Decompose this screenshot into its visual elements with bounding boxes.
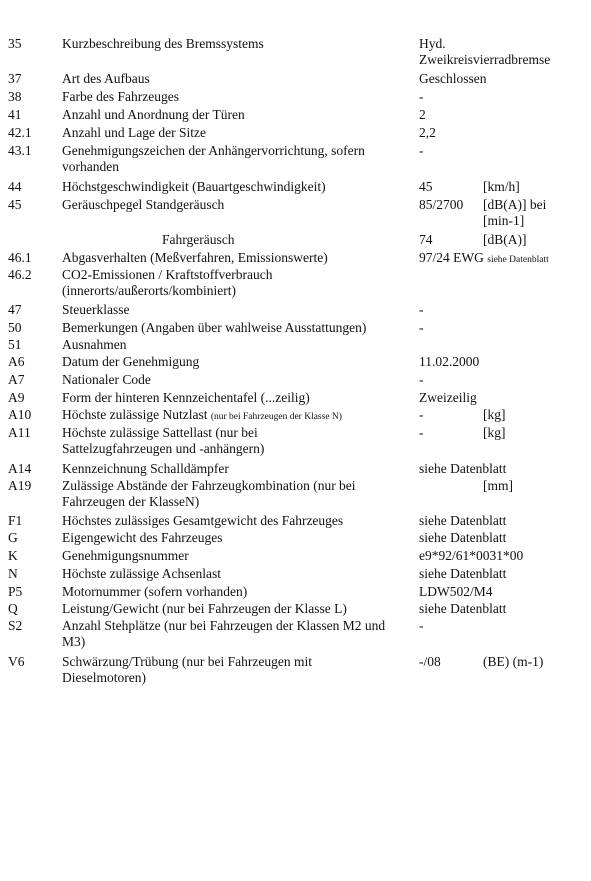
row-value: 85/2700: [419, 197, 464, 212]
row-value: 45: [419, 179, 433, 194]
row-description: Fahrgeräusch: [162, 232, 235, 247]
row-code: S2: [8, 618, 23, 633]
row-value: siehe Datenblatt: [419, 513, 507, 528]
row-unit: [km/h]: [483, 179, 520, 194]
row-code: 51: [8, 337, 22, 352]
row-value: siehe Datenblatt: [419, 566, 507, 581]
row-code: K: [8, 548, 18, 563]
row-description: [62, 407, 412, 425]
row-code: 41: [8, 107, 22, 122]
row-value: -/08: [419, 654, 441, 669]
row-code: A19: [8, 478, 32, 493]
row-value: Geschlossen: [419, 71, 487, 86]
row-code: 50: [8, 320, 22, 335]
row-description: Kennzeichnung Schalldämpfer: [62, 461, 229, 476]
row-code: 35: [8, 36, 22, 51]
row-code: A6: [8, 354, 25, 369]
row-code: 47: [8, 302, 22, 317]
row-description: Anzahl Stehplätze (nur bei Fahrzeugen der Klassen M2 und M3): [62, 618, 386, 649]
row-code: N: [8, 566, 18, 581]
row-description-main: Höchste zulässige Nutzlast: [62, 407, 208, 422]
row-description: Art des Aufbaus: [62, 71, 150, 86]
row-description: CO2-Emissionen / Kraftstoffverbrauch (innerorts/außerorts/kombiniert): [62, 267, 273, 298]
row-unit: (BE) (m-1): [483, 654, 544, 669]
row-description: Höchste zulässige Achsenlast: [62, 566, 221, 581]
row-code: 44: [8, 179, 22, 194]
row-value: -: [419, 372, 424, 387]
row-value: -: [419, 407, 424, 422]
row-description: Anzahl und Anordnung der Türen: [62, 107, 245, 122]
row-description: Schwärzung/Trübung (nur bei Fahrzeugen mit Dieselmotoren): [62, 654, 312, 685]
row-code: A9: [8, 390, 25, 405]
row-value: Zweizeilig: [419, 390, 477, 405]
row-value: 2: [419, 107, 426, 122]
row-description: Zulässige Abstände der Fahrzeugkombination (nur bei Fahrzeugen der KlasseN): [62, 478, 356, 509]
row-value: 74: [419, 232, 433, 247]
row-description-note: (nur bei Fahrzeugen der Klasse N): [210, 412, 342, 422]
row-description: Abgasverhalten (Meßverfahren, Emissionswerte): [62, 250, 328, 265]
row-value: -: [419, 302, 424, 317]
row-code: A11: [8, 425, 31, 440]
row-unit: [dB(A)]: [483, 232, 527, 247]
row-description: Ausnahmen: [62, 337, 127, 352]
row-description: Höchstgeschwindigkeit (Bauartgeschwindigkeit): [62, 179, 326, 194]
row-code: V6: [8, 654, 25, 669]
row-code: F1: [8, 513, 23, 528]
row-code: A14: [8, 461, 32, 476]
row-description: Höchstes zulässiges Gesamtgewicht des Fahrzeuges: [62, 513, 344, 528]
row-code: 38: [8, 89, 22, 104]
row-code: 45: [8, 197, 22, 212]
row-description: Leistung/Gewicht (nur bei Fahrzeugen der Klasse L): [62, 601, 347, 616]
row-value: -: [419, 425, 424, 440]
row-description: Geräuschpegel Standgeräusch: [62, 197, 225, 212]
row-description: Anzahl und Lage der Sitze: [62, 125, 206, 140]
row-description: Bemerkungen (Angaben über wahlweise Ausstattungen): [62, 320, 367, 335]
row-unit: [dB(A)] bei [min-1]: [483, 197, 547, 228]
row-value-note: siehe Datenblatt: [487, 255, 549, 265]
row-value: Hyd. Zweikreisvierradbremse: [419, 36, 551, 67]
row-description: Motornummer (sofern vorhanden): [62, 584, 248, 599]
row-code: P5: [8, 584, 23, 599]
row-description: Eigengewicht des Fahrzeuges: [62, 530, 223, 545]
row-description: Genehmigungszeichen der Anhängervorrichtung, sofern vorhanden: [62, 143, 365, 174]
row-value: siehe Datenblatt: [419, 461, 507, 476]
row-code: G: [8, 530, 18, 545]
row-description: Datum der Genehmigung: [62, 354, 200, 369]
row-description: Steuerklasse: [62, 302, 130, 317]
row-value: [419, 250, 589, 268]
row-value: 2,2: [419, 125, 436, 140]
row-value-main: 97/24 EWG: [419, 250, 484, 265]
row-code: 42.1: [8, 125, 32, 140]
row-unit: [mm]: [483, 478, 513, 493]
row-unit: [kg]: [483, 425, 506, 440]
row-value: siehe Datenblatt: [419, 601, 507, 616]
row-value: e9*92/61*0031*00: [419, 548, 524, 563]
row-code: 43.1: [8, 143, 32, 158]
row-code: A7: [8, 372, 25, 387]
row-code: 46.1: [8, 250, 32, 265]
row-value: LDW502/M4: [419, 584, 493, 599]
row-value: -: [419, 89, 424, 104]
row-code: 37: [8, 71, 22, 86]
row-code: A10: [8, 407, 32, 422]
row-value: 11.02.2000: [419, 354, 480, 369]
row-value: -: [419, 320, 424, 335]
row-code: Q: [8, 601, 18, 616]
row-value: siehe Datenblatt: [419, 530, 507, 545]
row-description: Nationaler Code: [62, 372, 151, 387]
row-description: Höchste zulässige Sattellast (nur bei Sattelzugfahrzeugen und -anhängern): [62, 425, 265, 456]
row-description: Farbe des Fahrzeuges: [62, 89, 179, 104]
row-value: -: [419, 143, 424, 158]
row-description: Form der hinteren Kennzeichentafel (...zeilig): [62, 390, 310, 405]
row-unit: [kg]: [483, 407, 506, 422]
row-description: Kurzbeschreibung des Bremssystems: [62, 36, 264, 51]
row-code: 46.2: [8, 267, 32, 282]
row-description: Genehmigungsnummer: [62, 548, 189, 563]
row-value: -: [419, 618, 424, 633]
